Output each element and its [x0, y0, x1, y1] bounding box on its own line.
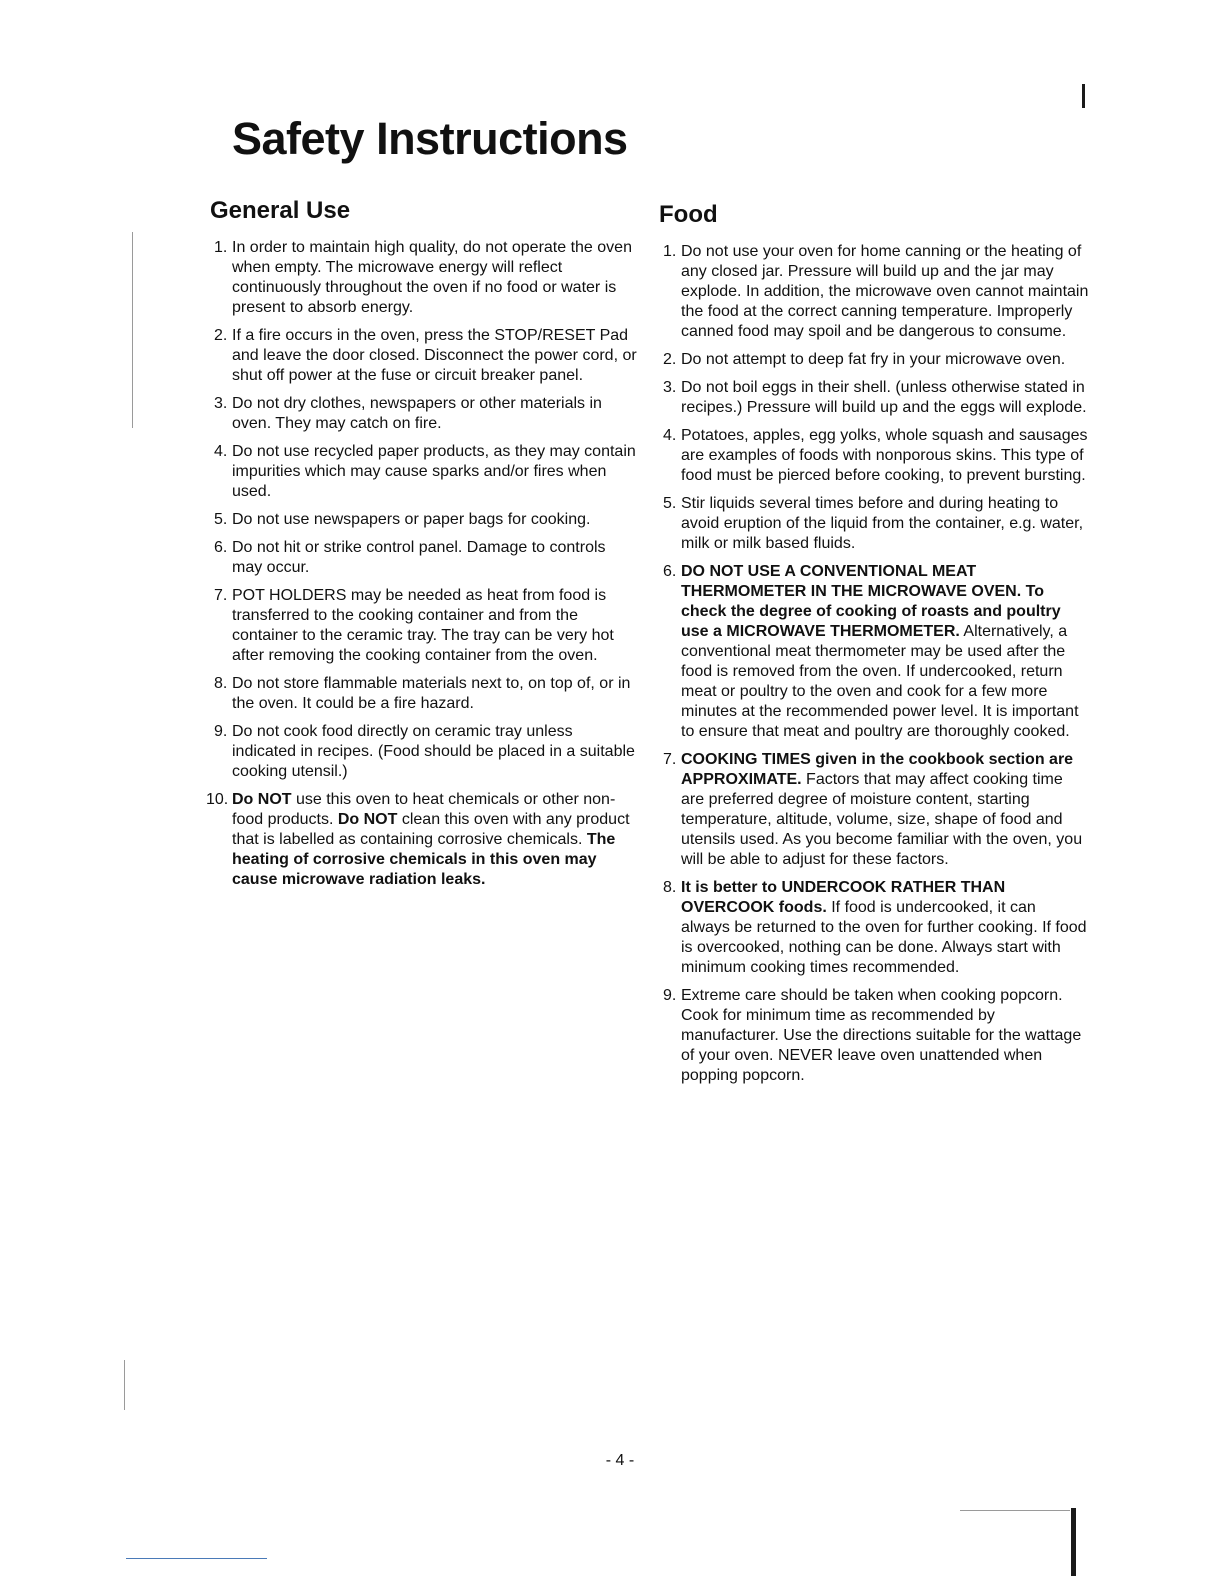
item-text: use this oven to heat chemicals or other non-food products.: [232, 790, 616, 828]
item-text: Do not use your oven for home canning or the heating of any closed jar. Pressure will build up and the jar may explode. In addition, the microwave oven cannot maintain the food at the correct canning temperature. Improperly canned food may spoil and be dangerous to consume.: [681, 242, 1089, 340]
item-text: Do not attempt to deep fat fry in your microwave oven.: [681, 350, 1066, 368]
scan-mark: [1082, 84, 1085, 108]
item-number: 3.: [663, 378, 677, 396]
scan-mark: [960, 1510, 1070, 1511]
list-item: [210, 394, 640, 434]
item-bold-text: Do NOT: [337, 810, 398, 828]
list-item: [210, 722, 640, 782]
general-use-list: [206, 238, 640, 890]
item-text: Do not dry clothes, newspapers or other materials in oven. They may catch on fire.: [232, 394, 602, 432]
item-number: 7.: [663, 750, 677, 768]
list-item: [659, 878, 1089, 978]
list-item: [210, 442, 640, 502]
list-item: [210, 510, 640, 530]
item-number: 8.: [663, 878, 677, 896]
page-title: Safety Instructions: [232, 113, 628, 164]
food-list: [659, 242, 1089, 1086]
item-number: 2.: [214, 326, 228, 344]
item-bold-text: Do NOT: [232, 790, 292, 808]
item-number: 6.: [663, 562, 677, 580]
list-item: [210, 674, 640, 714]
item-text: clean this oven with any product that is labelled as containing corrosive chemicals.: [232, 810, 630, 848]
item-text: Stir liquids several times before and during heating to avoid eruption of the liquid from the container, e.g. water, milk or milk based fluids.: [681, 494, 1084, 552]
scan-mark: [132, 232, 133, 428]
item-text: POT HOLDERS may be needed as heat from food is transferred to the cooking container and from the container to the ceramic tray. The tray can be very hot after removing the cooking container from the oven.: [232, 586, 614, 664]
item-number: 9.: [214, 722, 228, 740]
item-text: Do not boil eggs in their shell. (unless otherwise stated in recipes.) Pressure will build up and the eggs will explode.: [681, 378, 1087, 416]
item-text: Do not cook food directly on ceramic tray unless indicated in recipes. (Food should be placed in a suitable cooking utensil.): [232, 722, 635, 780]
item-number: 4.: [663, 426, 677, 444]
item-number: 9.: [663, 986, 677, 1004]
item-number: 10.: [206, 790, 229, 808]
list-item: [659, 378, 1089, 418]
item-bold-text: The heating of corrosive chemicals in this oven may cause microwave radiation leaks.: [232, 830, 616, 888]
item-text: Do not use recycled paper products, as they may contain impurities which may cause sparks and/or fires when used.: [232, 442, 636, 500]
item-number: 1.: [214, 238, 228, 256]
list-item: [210, 538, 640, 578]
list-item: [210, 586, 640, 666]
list-item: [210, 238, 640, 318]
item-text: Do not use newspapers or paper bags for cooking.: [232, 510, 591, 528]
list-item: [206, 790, 640, 890]
list-item: [659, 350, 1089, 370]
page-number: - 4 -: [605, 1452, 635, 1469]
list-item: [659, 426, 1089, 486]
item-number: 8.: [214, 674, 228, 692]
general-use-section: [206, 197, 640, 898]
item-bold-text: COOKING TIMES given in the cookbook section are APPROXIMATE.: [681, 750, 1074, 788]
item-number: 1.: [663, 242, 677, 260]
list-item: [659, 562, 1089, 742]
food-section: [659, 201, 1089, 1094]
item-text: If a fire occurs in the oven, press the STOP/RESET Pad and leave the door closed. Disconnect the power cord, or shut off power at the fuse or circuit breaker panel.: [232, 326, 637, 384]
item-text: Extreme care should be taken when cooking popcorn. Cook for minimum time as recommended by manufacturer. Use the directions suitable for the wattage of your oven. NEVER leave oven unattended when popping popcorn.: [681, 986, 1082, 1084]
item-text: Do not store flammable materials next to, on top of, or in the oven. It could be a fire hazard.: [232, 674, 631, 712]
footer-rule: [126, 1558, 267, 1559]
food-heading: Food: [659, 201, 718, 228]
item-text: Factors that may affect cooking time are preferred degree of moisture content, starting temperature, altitude, volume, size, shape of food and utensils used. As you become familiar with the oven, you will be able to adjust for these factors.: [681, 770, 1083, 868]
item-text: Do not hit or strike control panel. Damage to controls may occur.: [232, 538, 606, 576]
item-number: 5.: [663, 494, 677, 512]
list-item: [659, 494, 1089, 554]
list-item: [659, 242, 1089, 342]
item-number: 5.: [214, 510, 228, 528]
scan-mark: [124, 1360, 125, 1410]
item-number: 3.: [214, 394, 228, 412]
general-use-heading: General Use: [210, 197, 351, 224]
list-item: [659, 750, 1089, 870]
item-text: If food is undercooked, it can always be returned to the oven for further cooking. If food is overcooked, nothing can be done. Always start with minimum cooking times recommended.: [681, 898, 1087, 976]
item-number: 6.: [214, 538, 228, 556]
item-number: 2.: [663, 350, 677, 368]
item-number: 4.: [214, 442, 228, 460]
scan-mark: [1071, 1508, 1076, 1576]
item-number: 7.: [214, 586, 228, 604]
item-bold-text: It is better to UNDERCOOK RATHER THAN OVERCOOK foods.: [681, 878, 1006, 916]
item-bold-text: DO NOT USE A CONVENTIONAL MEAT THERMOMETER IN THE MICROWAVE OVEN. To check the degree of cooking of roasts and poultry use a MICROWAVE THERMOMETER.: [681, 562, 1061, 640]
list-item: [210, 326, 640, 386]
item-text: Potatoes, apples, egg yolks, whole squash and sausages are examples of foods with nonporous skins. This type of food must be pierced before cooking, to prevent bursting.: [681, 426, 1088, 484]
item-text: Alternatively, a conventional meat thermometer may be used after the food is removed from the oven. If undercooked, return meat or poultry to the oven and cook for a few more minutes at the recommended power level. It is important to ensure that meat and poultry are thoroughly cooked.: [681, 622, 1079, 740]
list-item: [659, 986, 1089, 1086]
item-text: In order to maintain high quality, do not operate the oven when empty. The microwave energy will reflect continuously throughout the oven if no food or water is present to absorb energy.: [232, 238, 632, 316]
